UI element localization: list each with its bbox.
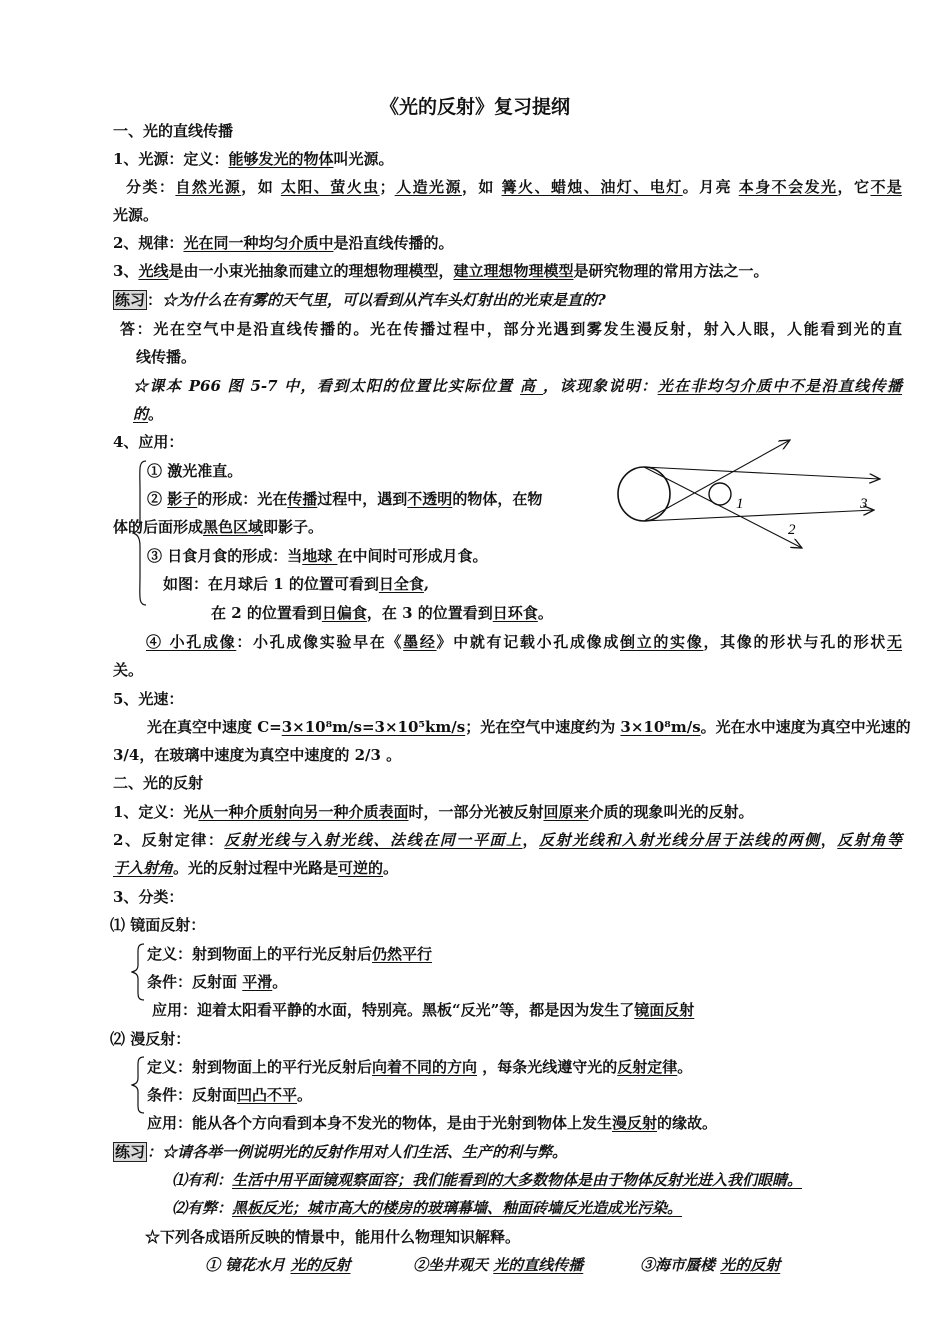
idiom-2: ②坐井观天 光的直线传播	[413, 1256, 584, 1274]
diffuse-application: 应用：能从各个方向看到本身不发光的物体，是由于光射到物体上发生漫反射的缘故。	[147, 1114, 718, 1132]
specular-condition: 条件：反射面 平滑。	[147, 973, 288, 991]
specular-definition: 定义：射到物面上的平行光反射后仍然平行	[147, 945, 433, 963]
application-eclipse-total: 如图：在月球后 1 的位置可看到日全食,	[163, 575, 430, 593]
diffuse-reflection-heading: ⑵ 漫反射：	[110, 1030, 191, 1048]
exercise-cons: ⑵有弊：黑板反光；城市高大的楼房的玻璃幕墙、釉面砖墙反光造成光污染。	[172, 1199, 683, 1217]
application-pinhole: ④ 小孔成像：小孔成像实验早在《墨经》中就有记载小孔成像成倒立的实像，其像的形状与孔的形状无	[146, 633, 902, 651]
speed-line: 光在真空中速度 C=3×10⁸m/s=3×10⁵km/s；光在空气中速度约为 3×10⁸m/s。光在水中速度为真空中光速的	[147, 718, 911, 736]
light-source-classification-cont: 光源。	[113, 206, 159, 224]
exercise-pros-cons-question: 练习 ：☆请各举一例说明光的反射作用对人们生活、生产的利与弊。	[115, 1143, 568, 1161]
speed-line-cont: 3/4，在玻璃中速度为真空中速度的 2/3 。	[113, 746, 402, 764]
reflection-law-cont: 于入射角。光的反射过程中光路是可逆的。	[113, 859, 399, 877]
application-shadow: ② 影子的形成：光在传播过程中，遇到不透明的物体，在物	[147, 490, 543, 508]
idiom-1: ① 镜花水月 光的反射	[205, 1256, 351, 1274]
light-source-classification: 分类：自然光源，如 太阳、萤火虫；人造光源，如 篝火、蜡烛、油灯、电灯。月亮 本身不会发光，它不是	[126, 178, 902, 196]
exercise-sun-position: ☆课本 P66 图 5-7 中，看到太阳的位置比实际位置 高 ，该现象说明：光在非均匀介质中不是沿直线传播	[133, 377, 902, 395]
reflection-definition: 1、定义：光从一种介质射向另一种介质表面时，一部分光被反射回原来介质的现象叫光的反射。	[113, 803, 754, 821]
specular-brace	[131, 943, 145, 1001]
sun-circle	[618, 467, 670, 521]
speed-heading: 5、光速：	[113, 690, 184, 708]
diagram-label-2: 2	[788, 522, 796, 538]
application-shadow-cont: 体的后面形成黑色区域即影子。	[113, 518, 324, 536]
diffuse-definition: 定义：射到物面上的平行光反射后向着不同的方向 ，每条光线遵守光的反射定律。	[147, 1058, 693, 1076]
diffuse-brace	[131, 1056, 145, 1114]
propagation-law: 2、规律：光在同一种均匀介质中是沿直线传播的。	[113, 234, 454, 252]
exercise-label: 练习	[115, 1143, 146, 1161]
specular-reflection-heading: ⑴ 镜面反射：	[110, 916, 206, 934]
ray-line	[644, 467, 880, 479]
application-laser: ① 激光准直。	[147, 462, 243, 480]
idiom-3: ③海市蜃楼 光的反射	[640, 1256, 781, 1274]
diagram-label-3: 3	[860, 496, 868, 512]
applications-heading: 4、应用：	[113, 433, 184, 451]
exercise-fog-answer-cont: 线传播。	[136, 348, 197, 366]
exercise-idioms-question: ☆下列各成语所反映的情景中，能用什么物理知识解释。	[145, 1228, 521, 1246]
exercise-label: 练习	[115, 291, 146, 309]
exercise-fog-question: 练习 ：☆为什么在有雾的天气里，可以看到从汽车头灯射出的光束是直的?	[115, 291, 606, 309]
diffuse-condition: 条件：反射面凹凸不平。	[147, 1086, 313, 1104]
reflection-law: 2、反射定律：反射光线与入射光线、法线在同一平面上，反射光线和入射光线分居于法线的两侧，反射角等	[113, 831, 902, 849]
exercise-fog-answer: 答：光在空气中是沿直线传播的。光在传播过程中，部分光遇到雾发生漫反射，射入人眼，人能看到光的直	[120, 320, 902, 338]
exercise-sun-position-cont: 的。	[133, 405, 164, 423]
application-pinhole-cont: 关。	[113, 661, 144, 679]
section2-heading: 二、光的反射	[113, 774, 204, 792]
eclipse-diagram	[612, 432, 902, 557]
section1-heading: 一、光的直线传播	[113, 122, 234, 140]
page-title: 《光的反射》复习提纲	[379, 96, 570, 118]
ray-line	[644, 510, 874, 521]
light-ray-model: 3、光线是由一小束光抽象而建立的理想物理模型，建立理想物理模型是研究物理的常用方法之一。	[113, 262, 769, 280]
reflection-classification: 3、分类：	[113, 888, 184, 906]
light-source-definition: 1、光源：定义：能够发光的物体叫光源。	[113, 150, 394, 168]
diagram-label-1: 1	[736, 496, 744, 512]
application-eclipse: ③ 日食月食的形成：当地球 在中间时可形成月食。	[147, 547, 488, 565]
exercise-pros: ⑴有利：生活中用平面镜观察面容；我们能看到的大多数物体是由于物体反射光进入我们眼睛。	[172, 1171, 803, 1189]
application-eclipse-partial: 在 2 的位置看到日偏食，在 3 的位置看到日环食。	[211, 604, 553, 622]
specular-application: 应用：迎着太阳看平静的水面，特别亮。黑板“反光”等，都是因为发生了镜面反射	[152, 1001, 695, 1019]
